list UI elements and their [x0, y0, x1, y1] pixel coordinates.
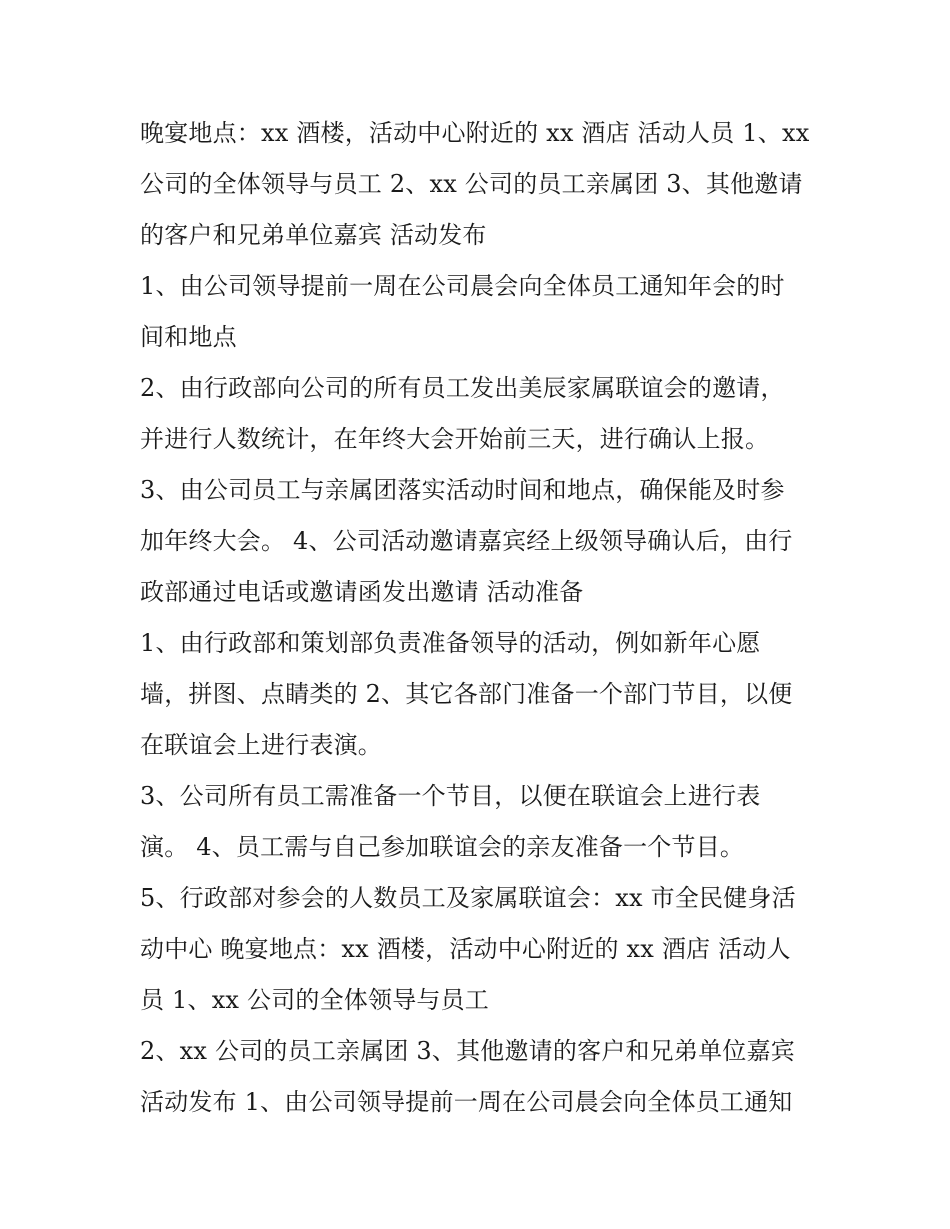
- text-line: 3、由公司员工与亲属团落实活动时间和地点，确保能及时参: [140, 476, 785, 504]
- text-line: 的客户和兄弟单位嘉宾 活动发布: [140, 221, 487, 249]
- text-line: 5、行政部对参会的人数员工及家属联谊会：xx 市全民健身活: [140, 884, 796, 912]
- text-line: 墙，拼图、点睛类的 2、其它各部门准备一个部门节目，以便: [140, 680, 793, 708]
- text-line: 公司的全体领导与员工 2、xx 公司的员工亲属团 3、其他邀请: [140, 170, 803, 198]
- text-line: 2、由行政部向公司的所有员工发出美辰家属联谊会的邀请，: [140, 374, 785, 402]
- text-line: 并进行人数统计，在年终大会开始前三天，进行确认上报。: [140, 425, 770, 453]
- text-line: 晚宴地点：xx 酒楼，活动中心附近的 xx 酒店 活动人员 1、xx: [140, 119, 810, 147]
- text-line: 政部通过电话或邀请函发出邀请 活动准备: [140, 578, 584, 606]
- text-line: 活动发布 1、由公司领导提前一周在公司晨会向全体员工通知: [140, 1088, 793, 1116]
- text-line: 间和地点: [140, 323, 237, 351]
- text-line: 1、由公司领导提前一周在公司晨会向全体员工通知年会的时: [140, 272, 785, 300]
- document-body: [140, 108, 820, 1128]
- text-line: 2、xx 公司的员工亲属团 3、其他邀请的客户和兄弟单位嘉宾: [140, 1037, 795, 1065]
- text-line: 演。 4、员工需与自己参加联谊会的亲友准备一个节目。: [140, 833, 745, 861]
- text-line: 1、由行政部和策划部负责准备领导的活动，例如新年心愿: [140, 629, 761, 657]
- text-line: 在联谊会上进行表演。: [140, 731, 382, 759]
- text-line: 3、公司所有员工需准备一个节目，以便在联谊会上进行表: [140, 782, 761, 810]
- text-line: 动中心 晚宴地点：xx 酒楼，活动中心附近的 xx 酒店 活动人: [140, 935, 791, 963]
- text-line: 员 1、xx 公司的全体领导与员工: [140, 986, 489, 1014]
- text-line: 加年终大会。 4、公司活动邀请嘉宾经上级领导确认后，由行: [140, 527, 793, 555]
